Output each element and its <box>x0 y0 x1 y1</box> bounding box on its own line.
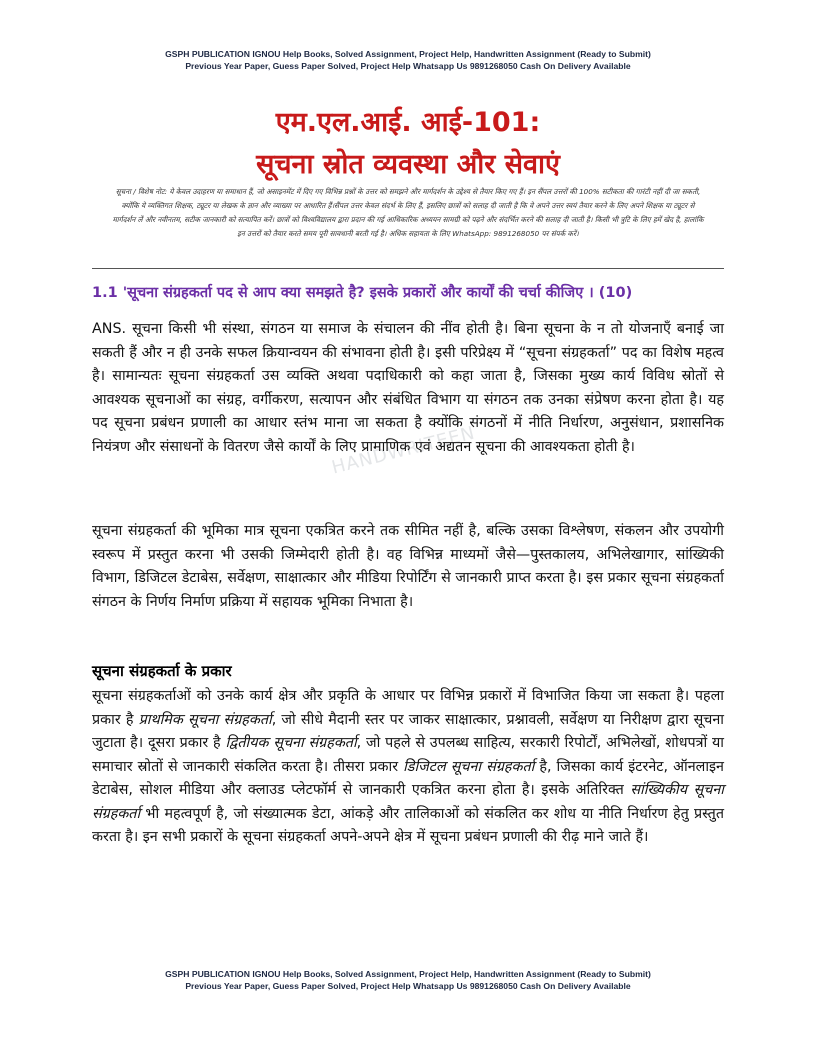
watermark-text: HANDWRITEEN <box>329 422 478 479</box>
header-banner <box>0 48 816 72</box>
course-code-title: एम.एल.आई. आई-101: <box>275 107 541 138</box>
para3-text-4: है, जिसका कार्य इंटरनेट, ऑनलाइन डेटाबेस, सोशल मीडिया और क्लाउड प्लेटफॉर्म से जानकारी एकत्रित करना होता है। इसके अतिरिक्त <box>92 758 724 798</box>
section-subheading: सूचना संग्रहकर्ता के प्रकार <box>92 662 232 680</box>
answer-paragraph-1: ANS. सूचना किसी भी संस्था, संगठन या समाज के संचालन की नींव होती है। बिना सूचना के न तो योजनाएँ बनाई जा सकती हैं और न ही उनके सफल क्रियान्वयन की संभावना होती है। इसी परिप्रेक्ष्य में “सूचना संग्रहकर्ता” पद का विशेष महत्व है। सामान्यतः सूचना संग्रहकर्ता उस व्यक्ति अथवा पदाधिकारी को कहा जाता है, जिसका मुख्य कार्य विविध स्रोतों से आवश्यक सूचनाओं का संग्रह, वर्गीकरण, सत्यापन और संबंधित विभाग या संगठन तक उनका संप्रेषण करना होता है। यह पद सूचना प्रबंधन प्रणाली का आधार स्तंभ माना जा सकता है क्योंकि संगठनों में नीति निर्धारण, अनुसंधान, प्रशासनिक नियंत्रण और संसाधनों के वितरण जैसे कार्यों के लिए प्रामाणिक एवं अद्यतन सूचना की आवश्यकता होती है। <box>92 321 724 455</box>
para3-text-3: , जो पहले से उपलब्ध साहित्य, सरकारी रिपोर्टों, अभिलेखों, शोधपत्रों या समाचार स्रोतों से जानकारी संकलित करता है। तीसरा प्रकार <box>92 735 724 775</box>
secondary-collector-term: द्वितीयक सूचना संग्रहकर्ता <box>225 735 357 751</box>
course-name-title: सूचना स्रोत व्यवस्था और सेवाएं <box>256 149 560 180</box>
para3-text-5: भी महत्वपूर्ण है, जो संख्यात्मक डेटा, आंकड़े और तालिकाओं को संकलित कर शोध या नीति निर्धारण हेतु प्रस्तुत करता है। इन सभी प्रकारों के सूचना संग्रहकर्ता अपने-अपने क्षेत्र में सूचना प्रबंधन प्रणाली की रीढ़ माने जाते हैं। <box>92 805 724 845</box>
primary-collector-term: प्राथमिक सूचना संग्रहकर्ता <box>138 711 272 728</box>
question-heading: 1.1 'सूचना संग्रहकर्ता पद से आप क्या समझते है? इसके प्रकारों और कार्यों की चर्चा कीजिए । (10) <box>92 285 633 301</box>
footer-banner <box>0 968 816 992</box>
divider <box>92 268 724 269</box>
para3-text-1: सूचना संग्रहकर्ताओं को उनके कार्य क्षेत्र और प्रकृति के आधार पर विभिन्न प्रकारों में विभाजित किया जा सकता है। पहला प्रकार है <box>92 688 724 728</box>
digital-collector-term: डिजिटल सूचना संग्रहकर्ता <box>403 758 535 775</box>
answer-paragraph-3 <box>92 685 724 850</box>
header-banner-line2: Previous Year Paper, Guess Paper Solved, Project Help Whatsapp Us 9891268050 Cash On Delivery Available <box>185 61 631 71</box>
footer-banner-line2: Previous Year Paper, Guess Paper Solved, Project Help Whatsapp Us 9891268050 Cash On Delivery Available <box>185 981 631 991</box>
footer-banner-line1: GSPH PUBLICATION IGNOU Help Books, Solved Assignment, Project Help, Handwritten Assignment (Ready to Submit) <box>165 969 651 979</box>
para3-text-2: , जो सीधे मैदानी स्तर पर जाकर साक्षात्कार, प्रश्नावली, सर्वेक्षण या निरीक्षण द्वारा सूचना जुटाता है। दूसरा प्रकार है <box>92 711 724 751</box>
header-banner-line1: GSPH PUBLICATION IGNOU Help Books, Solved Assignment, Project Help, Handwritten Assignment (Ready to Submit) <box>165 49 651 59</box>
disclaimer-note: सूचना / विशेष नोट: ये केवल उदाहरण या समाधान हैं, जो असाइनमेंट में दिए गए विभिन्न प्रश्नों के उत्तर को समझने और मार्गदर्शन के उद्देश्य से तैयार किए गए हैं। इन सैंपल उत्तरों की 100% सटीकता की गारंटी नहीं दी जा सकती, क्योंकि ये व्यक्तिगत शिक्षक, ट्यूटर या लेखक के ज्ञान और व्याख्या पर आधारित हैं।सैंपल उत्तर केवल संदर्भ के लिए हैं, इसलिए छात्रों को सलाह दी जाती है कि वे अपने उत्तर स्वयं तैयार करने के लिए अपने शिक्षक या ट्यूटर से मार्गदर्शन लें और नवीनतम, सटीक जानकारी को सत्यापित करें। छात्रों को विश्वविद्यालय द्वारा प्रदान की गई आधिकारिक अध्ययन सामग्री को पढ़ने और संदर्भित करने की सलाह दी जाती है। किसी भी त्रुटि के लिए हमें खेद है, हालांकि इन उत्तरों को तैयार करते समय पूरी सावधानी बरती गई है। अधिक सहायता के लिए WhatsApp: 9891268050 पर संपर्क करें। <box>112 187 704 238</box>
answer-paragraph-2: सूचना संग्रहकर्ता की भूमिका मात्र सूचना एकत्रित करने तक सीमित नहीं है, बल्कि उसका विश्लेषण, संकलन और उपयोगी स्वरूप में प्रस्तुत करना भी उसकी जिम्मेदारी होती है। वह विभिन्न माध्यमों जैसे—पुस्तकालय, अभिलेखागार, सांख्यिकी विभाग, डिजिटल डेटाबेस, सर्वेक्षण, साक्षात्कार और मीडिया रिपोर्टिंग से जानकारी प्राप्त करता है। इस प्रकार सूचना संग्रहकर्ता संगठन के निर्णय निर्माण प्रक्रिया में सहायक भूमिका निभाता है। <box>92 523 724 610</box>
statistical-collector-term: सांख्यिकीय सूचना संग्रहकर्ता <box>92 782 724 822</box>
